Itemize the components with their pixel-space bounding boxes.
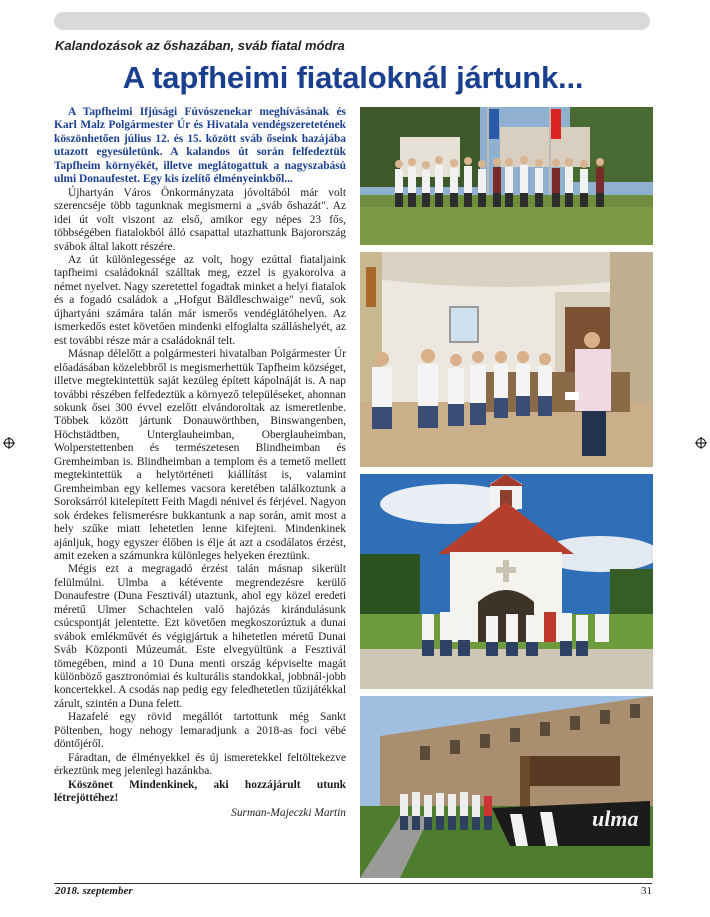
photo-chapel-exterior bbox=[360, 474, 653, 689]
article-lead: A Tapfheimi Ifjúsági Fúvószenekar meghívásának és Karl Malz Polgármester Úr és Hivatala vendégszeretetének köszönhetően július 12. és 15. között sváb őseink hazájába utazott egyesületünk. A kalandos út során felfedeztük Tapfheim környékét, illetve meglátogattuk a nagyszabású ulmi Donaufestet. Egy kis ízelítő élményeinkből... bbox=[54, 106, 346, 186]
registration-mark-icon bbox=[3, 437, 15, 449]
article-paragraph: Újhartyán Város Önkormányzata jóvoltából már volt szerencséje több tagunknak megismerni a „sváb őshazát". Az idei út volt viszont az első, amikor egy népes 23 fős, többségében fiatalokból álló csapattal utazhattunk Bajorország svábok által lakott részére. bbox=[54, 186, 346, 253]
header-bar bbox=[54, 12, 650, 30]
article-paragraph: Az út különlegessége az volt, hogy ezúttal fiataljaink tapfheimi családoknál szálltak meg, ezzel is gyakorolva a német nyelvet. Nagy szeretettel fogadtak minket a helyi fiatalok és a fogadó családok a „Hofgut Bäldleschwaige" nevű, sok újhartyáni számára talán már ismerős vendéglátóhelyen. Az ismerkedős estet követően mindenki elfoglalta szálláshelyét, az est további része már a családoknál telt. bbox=[54, 253, 346, 347]
article-paragraph: Hazafelé egy rövid megállót tartottunk még Sankt Pöltenben, hogy nehogy lemaradjunk a 2018-as foci vébé döntőjéről. bbox=[54, 711, 346, 751]
footer-divider bbox=[54, 883, 652, 884]
article-paragraph: Mégis ezt a megragadó érzést talán másnap sikerült felülmúlni. Ulmba a kétévente megrendezésre kerülő Donaufestre (Duna Fesztivál) utaztunk, ahol egy közel eredeti méretű Ulmer Schachtelen való hajózás kirándulásunk csúcspontját jelentette. Ezt követően megkoszorúztuk a dunai svábok emlékművét és végigjártuk a hihetetlen méretű Dunai Sváb Központi Múzeumát. Este elvegyültünk a Fesztivál tömegében, mind a 10 Duna menti ország képviselte magát különböző gasztronómiai és kulturális standokkal, jobbnál-jobb koncertekkel. A csodás nap pedig egy feledhetetlen tűzijátékkal zárult, szintén a Duna felett. bbox=[54, 563, 346, 710]
photo-group-flags bbox=[360, 107, 653, 245]
article-body bbox=[54, 106, 346, 820]
photo-ulma-boat bbox=[360, 696, 653, 878]
footer-date: 2018. szeptember bbox=[55, 885, 133, 897]
article-headline: A tapfheimi fiataloknál jártunk... bbox=[122, 60, 584, 95]
article-paragraph: Fáradtan, de élményekkel és új ismeretekkel feltöltekezve érkeztünk meg jelenlegi hazánkba. bbox=[54, 751, 346, 778]
boat-name-text: ulma bbox=[592, 806, 639, 831]
article-author: Surman-Majeczki Martin bbox=[231, 806, 346, 819]
photo-chapel-interior bbox=[360, 252, 653, 467]
section-title: Kalandozások az őshazában, sváb fiatal módra bbox=[55, 38, 345, 53]
page-number: 31 bbox=[641, 885, 652, 897]
registration-mark-icon bbox=[695, 437, 707, 449]
article-thanks: Köszönet Mindenkinek, aki hozzájárult utunk létrejöttéhez! bbox=[54, 778, 346, 805]
article-paragraph: Másnap délelőtt a polgármesteri hivatalban Polgármester Úr előadásában közelebbről is megismerhettük Tapfheim községet, illetve megtekintettük saját kezüleg épített kápolnáját is. A nap további részében felfedeztük a környező településeket, ahonnan sokunk ősei 300 évvel ezelőtt elvándoroltak az ismeretlenbe. Többek között jártunk Donauwörthben, Binswangenben, Höchstädtben, Unterglauheimban, Oberglauheimban, Wolperstettenben és természetesen Blindheimban és Gremheimban is. Blindheimban a templom és a temető mellett megtekintettük a helytörténeti kiállítást is, valamint Gremheimban egy kellemes vacsora keretében találkoztunk a Soroksárról kitelepített Feith Magdi nénivel és férjével. Nagyon sok érdekes felismerésre bukkantunk a nap során, amit most a hely szűke miatt lehetetlen lenne kifejteni. Mindenkinek ajánljuk, hogy egyszer élőben is élje át azt a csodálatos érzést, amit ezeken a számunkra különleges helyeken éreztünk. bbox=[54, 348, 346, 562]
